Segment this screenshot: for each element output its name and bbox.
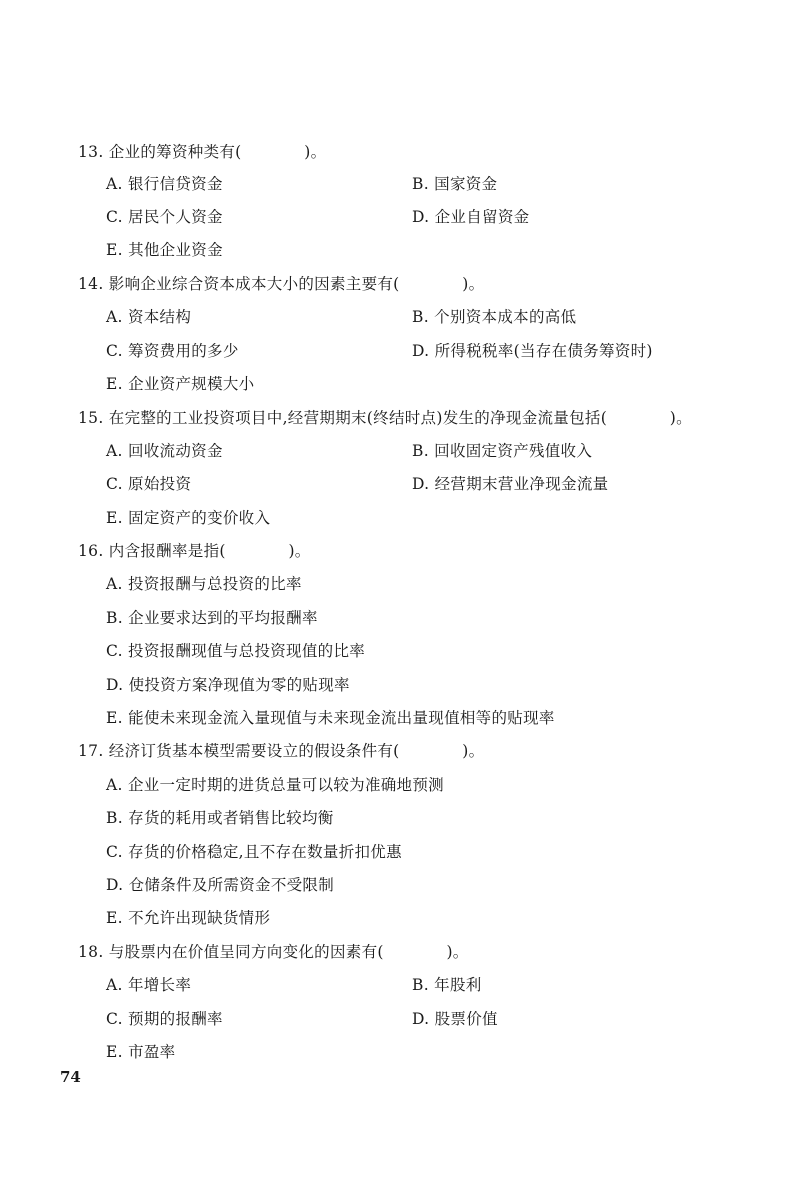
question-16-option-e: E. 能使未来现金流入量现值与未来现金流出量现值相等的贴现率: [106, 709, 555, 727]
question-14-option-b: B. 个别资本成本的高低: [412, 308, 577, 326]
question-18-option-e: E. 市盈率: [106, 1043, 176, 1061]
question-14-option-a: A. 资本结构: [106, 308, 192, 326]
question-17-option-b: B. 存货的耗用或者销售比较均衡: [106, 809, 334, 827]
question-17-stem: 17. 经济订货基本模型需要设立的假设条件有( )。: [78, 742, 485, 760]
question-18-option-c: C. 预期的报酬率: [106, 1010, 223, 1028]
question-17-option-c: C. 存货的价格稳定,且不存在数量折扣优惠: [106, 843, 402, 861]
question-16-option-c: C. 投资报酬现值与总投资现值的比率: [106, 642, 366, 660]
question-17-option-d: D. 仓储条件及所需资金不受限制: [106, 876, 335, 894]
question-13-option-e: E. 其他企业资金: [106, 241, 223, 259]
question-17-option-e: E. 不允许出现缺货情形: [106, 909, 271, 927]
question-14-option-c: C. 筹资费用的多少: [106, 342, 239, 360]
question-15-option-b: B. 回收固定资产残值收入: [412, 442, 593, 460]
question-17-option-a: A. 企业一定时期的进货总量可以较为准确地预测: [106, 776, 444, 794]
question-15-option-a: A. 回收流动资金: [106, 442, 223, 460]
question-18-option-a: A. 年增长率: [106, 976, 192, 994]
question-18-stem: 18. 与股票内在价值呈同方向变化的因素有( )。: [78, 943, 469, 961]
question-14-stem: 14. 影响企业综合资本成本大小的因素主要有( )。: [78, 275, 485, 293]
question-18-option-d: D. 股票价值: [412, 1010, 498, 1028]
question-14-option-e: E. 企业资产规模大小: [106, 375, 255, 393]
question-15-option-e: E. 固定资产的变价收入: [106, 509, 271, 527]
question-16-option-b: B. 企业要求达到的平均报酬率: [106, 609, 318, 627]
question-15-option-c: C. 原始投资: [106, 475, 192, 493]
question-13-stem: 13. 企业的筹资种类有( )。: [78, 143, 327, 161]
question-13-option-d: D. 企业自留资金: [412, 208, 530, 226]
question-15-stem: 15. 在完整的工业投资项目中,经营期期末(终结时点)发生的净现金流量包括( )。: [78, 409, 692, 427]
question-18-option-b: B. 年股利: [412, 976, 482, 994]
question-13-option-c: C. 居民个人资金: [106, 208, 223, 226]
question-16-option-a: A. 投资报酬与总投资的比率: [106, 575, 302, 593]
question-13-option-a: A. 银行信贷资金: [106, 175, 223, 193]
question-16-stem: 16. 内含报酬率是指( )。: [78, 542, 311, 560]
question-14-option-d: D. 所得税税率(当存在债务筹资时): [412, 342, 653, 360]
page-number: 74: [60, 1068, 81, 1086]
question-15-option-d: D. 经营期末营业净现金流量: [412, 475, 609, 493]
question-13-option-b: B. 国家资金: [412, 175, 498, 193]
question-16-option-d: D. 使投资方案净现值为零的贴现率: [106, 676, 350, 694]
